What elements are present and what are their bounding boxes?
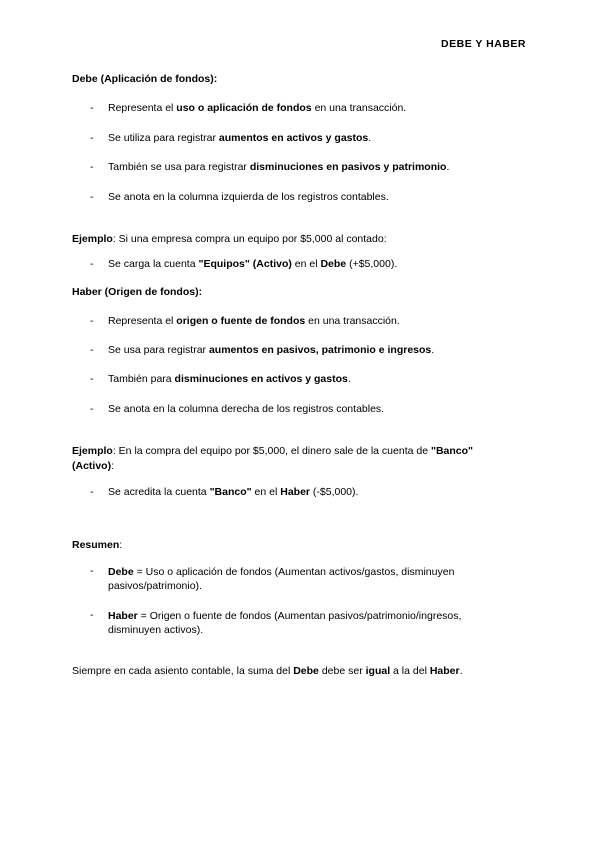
closing-statement: Siempre en cada asiento contable, la suma del Debe debe ser igual a la del Haber.: [72, 665, 463, 677]
document-page: DEBE Y HABER Debe (Aplicación de fondos): - Representa el uso o aplicación de fondos en una transacción. - Se utiliza para registrar aumentos en activos y gastos. - También se usa para registrar disminuciones en pasivos y patrimonio. - Se anota en la columna izquierda de los registros contables. Ejemplo: Si una empresa compra un equipo por $5,000 al contado: - Se carga la cuenta "Equipos" (Activo) en el Debe (+$5,000). Haber (Origen de fondos): - Representa el origen o fuente de fondos en una transacción. - Se usa para registrar aumentos en pasivos, patrimonio e ingresos. - También para disminuciones en activos y gastos. - Se anota en la columna derecha de los registros contables. Ejemplo: En la compra del equipo por $5,000, el dinero sale de la cuenta de "Banco" (Activo): - Se acredita la cuenta "Banco" en el Haber (-$5,000). Resumen: - Debe = Uso o aplicación de fondos (Aumentan activos/gastos, disminuyen pasivos/patrimonio). - Haber = Origen o fuente de fondos (Aumentan pasivos/patrimonio/ingresos, disminuyen activos). Siempre en cada asiento contable, la suma del Debe debe ser igual a la del Haber.: [72, 38, 526, 677]
bullet-dash: -: [90, 191, 94, 203]
header-title: DEBE Y HABER: [441, 38, 526, 50]
bullet-dash: -: [90, 132, 94, 144]
debe-heading: Debe (Aplicación de fondos):: [72, 73, 218, 85]
haber-heading: Haber (Origen de fondos):: [72, 286, 203, 298]
debe-example: Ejemplo: Si una empresa compra un equipo por $5,000 al contado:: [72, 233, 387, 245]
bullet-dash: -: [90, 486, 94, 498]
bullet-dash: -: [90, 373, 94, 385]
bullet-dash: -: [90, 609, 94, 621]
bullet-dash: -: [90, 161, 94, 173]
bullet-dash: -: [90, 258, 94, 270]
bullet-dash: -: [90, 403, 94, 415]
haber-example: Ejemplo: En la compra del equipo por $5,000, el dinero sale de la cuenta de "Banco" (Activo):: [72, 445, 474, 472]
bullet-dash: -: [90, 315, 94, 327]
bullet-dash: -: [90, 565, 94, 577]
bullet-dash: -: [90, 344, 94, 356]
resumen-heading: Resumen:: [72, 539, 123, 551]
bullet-dash: -: [90, 102, 94, 114]
